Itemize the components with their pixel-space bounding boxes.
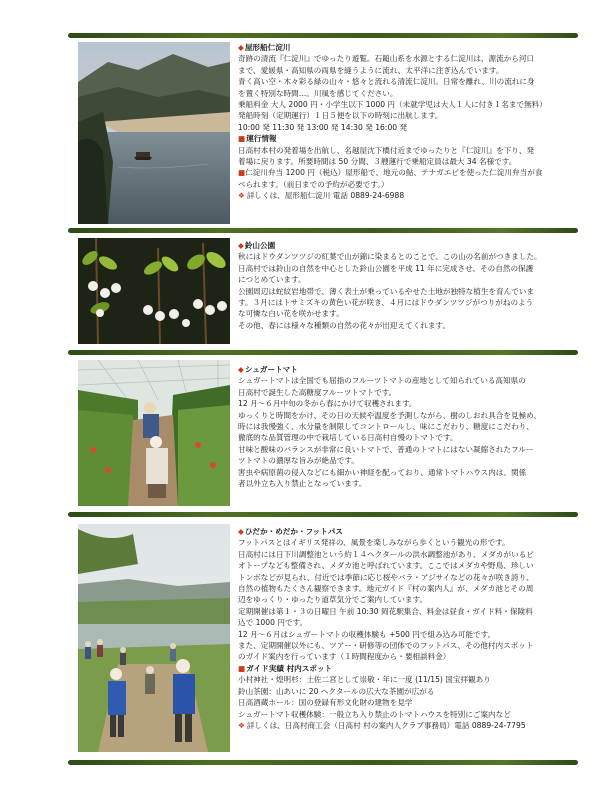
body-line: また、定期開催以外にも、ツアー・研修等の団体でのフットパス、その他村内スポット [238,641,534,651]
body-line: まで、愛媛県・高知県の両県を縫うように流れ、太平洋に注ぎ込んでいます。 [238,65,504,75]
section-sugar-tomato [238,364,580,489]
body-line: 日高村で誕生した高糖度フルーツトマトです。 [238,387,397,397]
section-divider [68,350,578,355]
body-line: 込で 1000 円です。 [238,618,308,628]
body-line: な可憐な白い花を咲かせます。 [238,309,344,319]
body-line: その他、春には様々な種類の自然の花々が出迎えてくれます。 [238,320,451,330]
section-title: ◆ シュガートマト [238,364,580,375]
body-line: のガイド案内を行っています（１時間程度から・要相談料金） [238,652,451,662]
body-line: 着場に戻ります。所要時間は 50 分間、３艘運行で乗船定員は最大 34 名様です。 [238,157,517,167]
body-line: 日高村には日下川調整池という約１４ヘクタールの洪水調整池があり、メダカがいるビ [238,549,534,559]
body-line: 12 月～６月中旬の冬から春にかけて収穫されます。 [238,399,417,409]
body-line: シュガートマトは全国でも屈指のフルーツトマトの産地として知られている高知県の [238,376,526,386]
section-title: ◆ ひだか・めだか・フットパス [238,526,580,537]
section-divider [68,760,578,765]
spot-line: 鈴山茶園：山あいに 20 ヘクタールの広大な茶園が広がる [238,686,435,696]
square-bullet-icon: ■ [238,168,246,178]
river-boat-photo [78,42,230,224]
body-line: ツトマトの濃厚な旨みが絶品です。 [238,456,359,466]
body-line: 10:00 発 11:30 発 13:00 発 14:30 発 16:00 発 [238,122,408,132]
contact-info: ❖ 詳しくは、屋形船仁淀川 電話 0889-24-6988 [238,190,580,201]
body-line: 害虫や病原菌の侵入などにも細かい神経を配っており、通常トマトハウス内は、関係 [238,467,527,477]
body-line: フットパスとはイギリス発祥の、風景を楽しみながら歩くという観光の形です。 [238,538,510,548]
body-line: 奇跡の清流『仁淀川』でゆったり遊覧。石鎚山系を水源とする仁淀川は、源流から河口 [238,54,535,64]
body-line: 時には我慢強く、水分量を制限してコントロールし、味にこだわり、糖度にこだわり、 [238,422,534,432]
body-line: ゆっくりと時間をかけ、その日の天候や温度を予測しながら、樹のしおれ具合を見極め、 [238,410,542,420]
section-title: ◆ 屋形船仁淀川 [238,42,580,53]
bell-flowers-photo [78,238,230,344]
body-line [238,167,580,178]
spot-line: シュガートマト収穫体験：一般立ち入り禁止のトマトハウスを特別にご案内など [238,709,511,719]
bento-text: 仁淀川弁当 1200 円（税込）屋形船で、地元の鮎、テナガエビを使った仁淀川弁当が食 [245,168,543,178]
body-line: 発船時刻（定期運行）１日５便を以下の時刻に出航します。 [238,111,443,121]
body-line: 乗船料金 大人 2000 円・小学生以下 1000 円（未就学児は大人１人に付き１名まで無料） [238,100,547,110]
body-line: す。３月にはトサミズキの黄色い花が咲き、４月にはドウダンツツジがつりがねのよう [238,298,534,308]
body-line: 青く高い空・木々彩る緑の山々・悠々と流れる清流仁淀川。日常を離れ、川の流れに身 [238,77,535,87]
body-line: 日高村本村の発着場を出航し、名越屋沈下橋付近までゆったりと『仁淀川』を下り、発 [238,145,535,155]
body-line: 自然の植物もたくさん観察できます。地元ガイド『村の案内人』が、メダカ池とその周 [238,584,534,594]
body-line: 辺をゆっくり・ゆったり道草気分でご案内しています。 [238,595,428,605]
body-line: 甘味と酸味のバランスが非常に良いトマトで、普通のトマトにはない凝縮されたフルー [238,444,534,454]
spot-line: 日高酒蔵ホール：国の登録有形文化財の建物を見学 [238,698,413,708]
body-line: 秋にはドウダンツツジの紅葉で山が錦に染まるとのことで、この山の名前がつきました。 [238,252,542,262]
body-line: につとめています。 [238,275,306,285]
body-line: 徹底的な品質管理の中で栽培している日高村自慢のトマトです。 [238,433,458,443]
spot-line: 小村神社・煌明杉：土佐二宮として崇敬・年に一度 (11/15) 国宝拝観あり [238,675,491,685]
section-title: ◆ 鈴山公園 [238,240,580,251]
subheading: ■ 運行情報 [238,133,580,144]
section-divider [68,512,578,517]
body-line: べられます。（前日までの予約が必要です。） [238,179,389,189]
body-line: 12 月～６月はシュガートマトの収穫体験も +500 円で組み込み可能です。 [238,629,496,639]
body-line: オトープなども整備され、メダカ池と呼ばれています。ここではメダカや野鳥、珍しい [238,561,534,571]
section-divider [68,228,578,233]
body-line: トンボなどが見られ、付近では季節に応じ桜やバラ・アジサイなどの花々が咲き誇り、 [238,572,534,582]
section-yakatabune [238,42,580,202]
section-divider [68,33,578,38]
subheading: ■ ガイド実績 村内スポット [238,663,580,674]
body-line: 定期開催は第１・３の日曜日 午前 10:30 岡花駅集合、料金は昼食・ガイド料・保険料 [238,606,533,616]
footpath-walkers-photo [78,524,230,752]
body-line: 者以外立ち入り禁止となっています。 [238,479,367,489]
body-line: 公園周辺は蛇紋岩地帯で、薄く表土が乗っているやせた土地が独特な植生を育んでいま [238,286,534,296]
section-suzuyama-park [238,240,580,331]
section-footpath [238,526,580,731]
body-line: を置く特別な時間…。川風を感じてください。 [238,88,398,98]
tomato-greenhouse-photo [78,360,230,506]
contact-info: ❖ 詳しくは、日高村商工会（日高村 村の案内人クラブ事務局）電話 0889-24-7795 [238,720,580,731]
body-line: 日高村では鈴山の自然を中心とした鈴山公園を平成 11 年に完成させ、その自然の保護 [238,263,534,273]
